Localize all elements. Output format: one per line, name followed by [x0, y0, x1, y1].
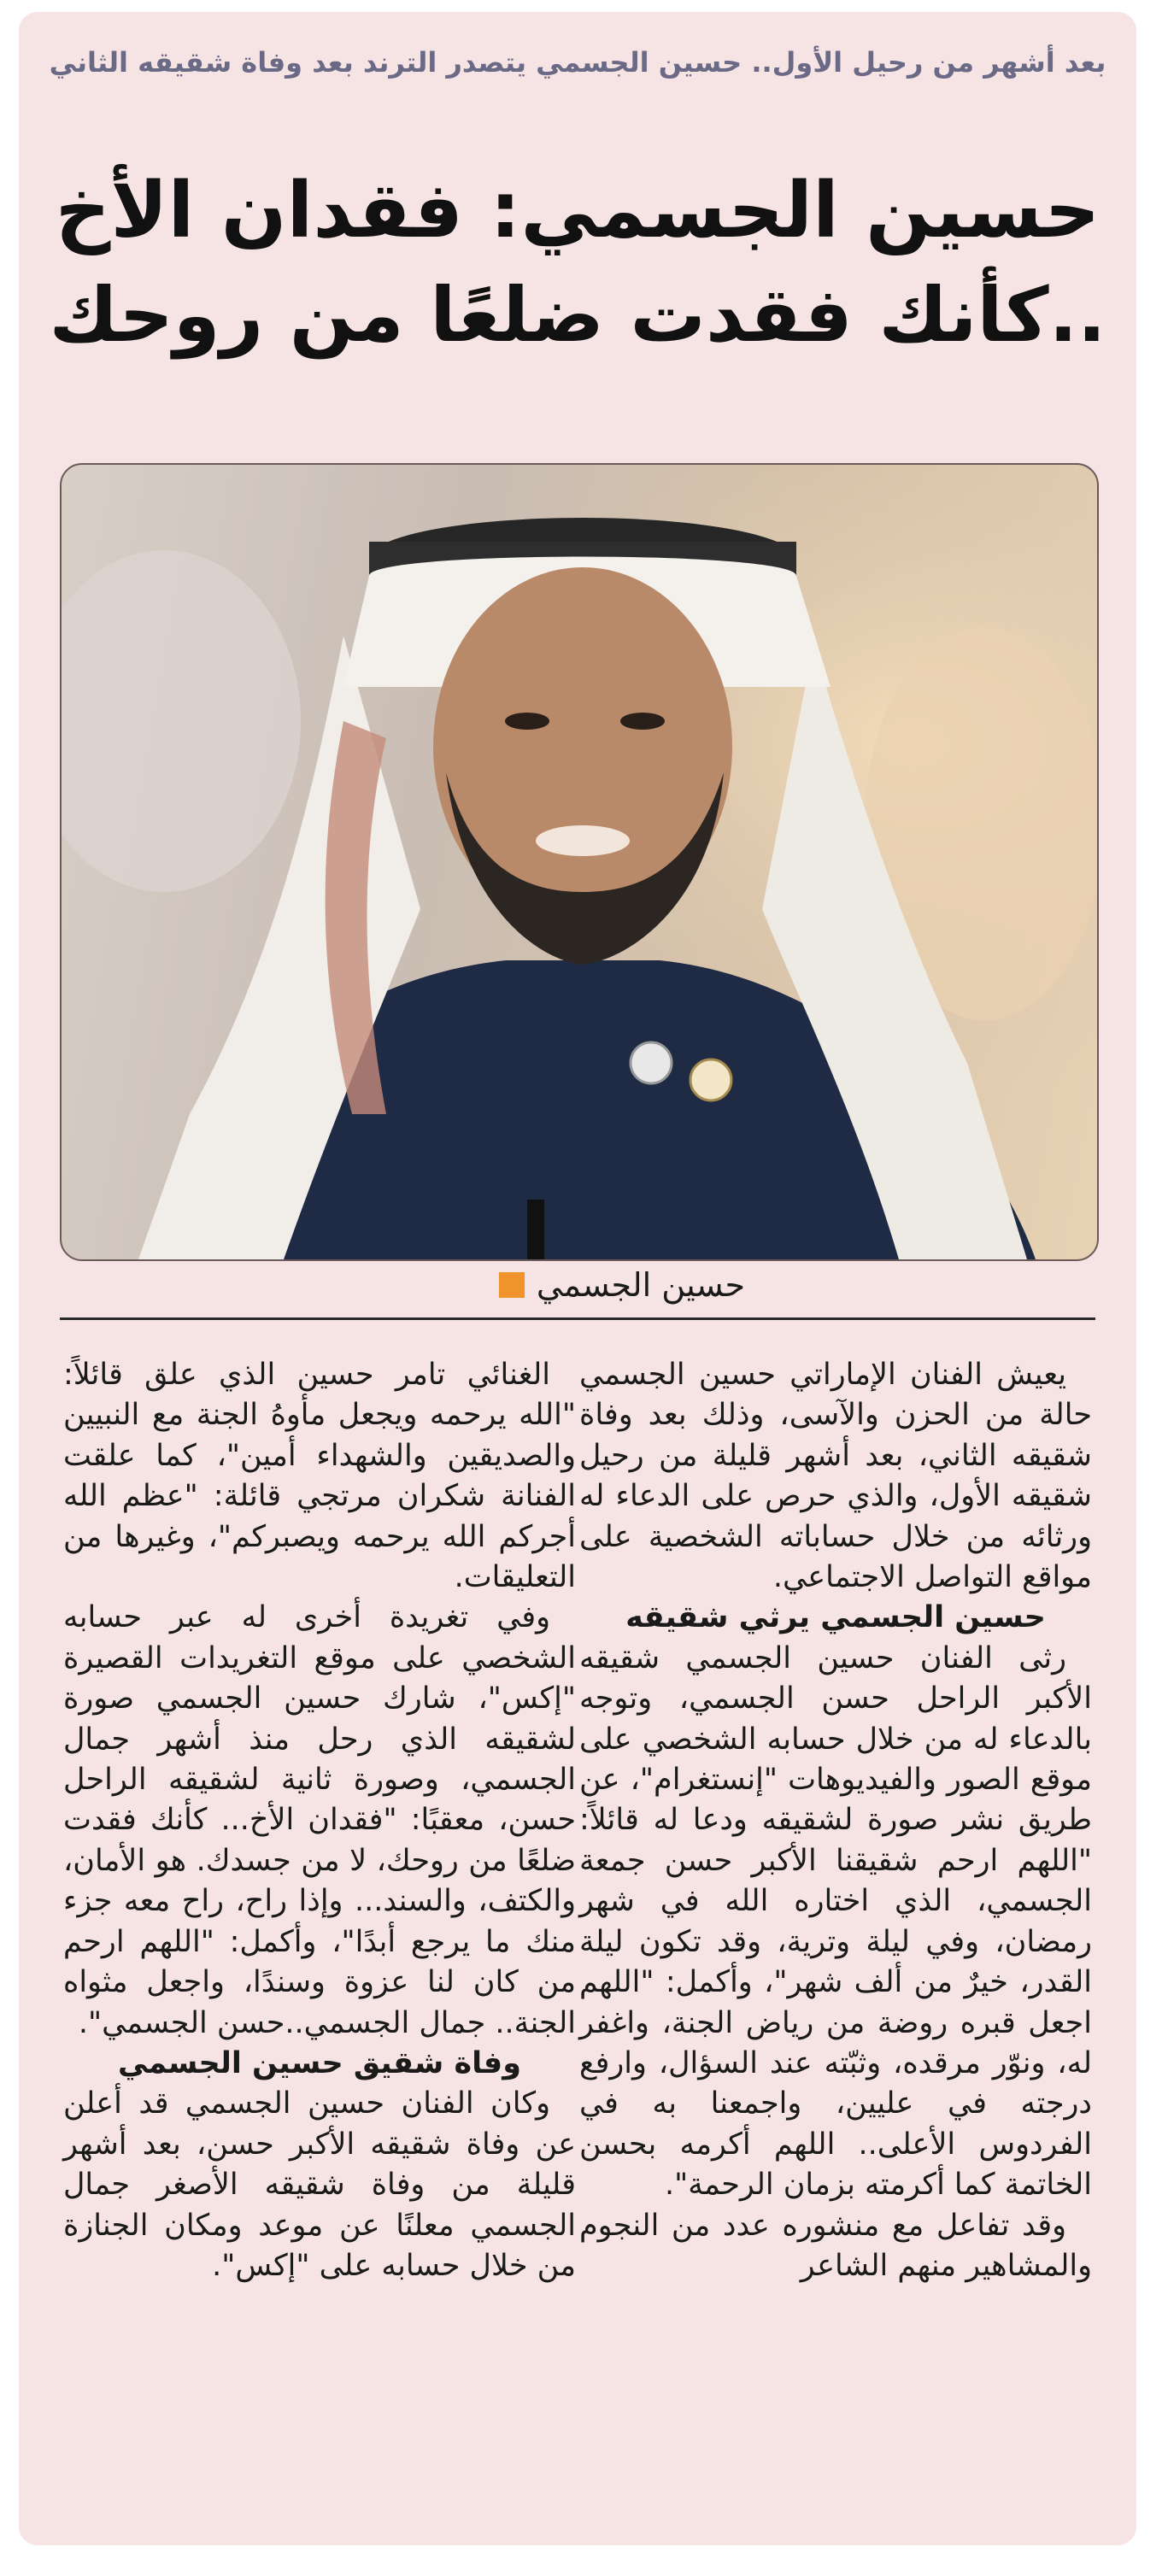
newspaper-page: [19, 12, 1136, 2545]
article-paragraph: وفي تغريدة أخرى له عبر حسابه الشخصي على موقع التغريدات القصيرة "إكس"، شارك حسين الجسمي صورة لشقيقه الذي رحل منذ أشهر جمال الجسمي، وصورة ثانية لشقيقه الراحل حسن، معقبًا: "فقدان الأخ... كأنك فقدت ضلعًا من روحك، لا من جسدك. هو الأمان، والكتف، والسند... وإذا راح، راح معه جزء منك ما يرجع أبدًا"، وأكمل: "اللهم ارحم من كان لنا عزوة وسندًا، واجعل مثواه الجنة.. جمال الجسمي..حسن الجسمي".: [63, 1600, 576, 2040]
article-paragraph: وقد تفاعل مع منشوره عدد من النجوم والمشاهير منهم الشاعر: [579, 2208, 1092, 2283]
article-column-left: [63, 1355, 576, 2286]
headline-line-1: حسين الجسمي: فقدان الأخ: [55, 166, 1101, 255]
article-paragraph: وكان الفنان حسين الجسمي قد أعلن عن وفاة شقيقه الأكبر حسن، بعد أشهر قليلة من وفاة شقيقه الأصغر جمال الجسمي معلنًا عن موعد ومكان الجنازة من خلال حسابه على "إكس".: [63, 2086, 576, 2283]
headline-line-2: ..كأنك فقدت ضلعًا من روحك: [49, 271, 1106, 359]
divider-rule: [60, 1317, 1095, 1320]
article-paragraph: يعيش الفنان الإماراتي حسين الجسمي حالة من الحزن والآسى، وذلك بعد وفاة شقيقه الثاني، بعد أشهر قليلة من رحيل شقيقه الأول، والذي حرص على الدعاء له ورثائه من خلال حساباته الشخصية على مواقع التواصل الاجتماعي.: [579, 1358, 1092, 1595]
article-subheading: وفاة شقيق حسين الجسمي: [118, 2045, 521, 2080]
article-photo: [60, 463, 1099, 1261]
article-subheading: حسين الجسمي يرثي شقيقه: [625, 1600, 1046, 1635]
photo-caption-text: حسين الجسمي: [536, 1266, 745, 1304]
article-column-right: [579, 1355, 1092, 2286]
main-headline: [44, 159, 1111, 367]
photo-caption: [499, 1266, 745, 1304]
portrait-illustration: [62, 465, 1097, 1259]
article-paragraph: رثى الفنان حسين الجسمي شقيقه الأكبر الراحل حسن الجسمي، وتوجه بالدعاء له من خلال حسابه الشخصي على موقع الصور والفيديوهات "إنستغرام"، عن طريق نشر صورة لشقيقه ودعا له قائلاً: "اللهم ارحم شقيقنا الأكبر حسن جمعة الجسمي، الذي اختاره الله في شهر رمضان، وفي ليلة وترية، وقد تكون ليلة القدر، خيرٌ من ألف شهر"، وأكمل: "اللهم اجعل قبره روضة من رياض الجنة، واغفر له، ونوّر مرقده، وثبّته عند السؤال، وارفع درجته في عليين، واجمعنا به في الفردوس الأعلى.. اللهم أكرمه بحسن الخاتمة كما أكرمته بزمان الرحمة".: [579, 1640, 1092, 2203]
article-paragraph: الغنائي تامر حسين الذي علق قائلاً: "الله يرحمه ويجعل مأوهُ الجنة مع النبيين والصديقين والشهداء أمين"، كما علقت الفنانة شكران مرتجي قائلة: "عظم الله أجركم الله يرحمه ويصبركم"، وغيرها من التعليقات.: [63, 1358, 576, 1595]
caption-marker-icon: [499, 1272, 525, 1298]
kicker-headline: بعد أشهر من رحيل الأول.. حسين الجسمي يتصدر الترند بعد وفاة شقيقه الثاني: [49, 46, 1106, 79]
